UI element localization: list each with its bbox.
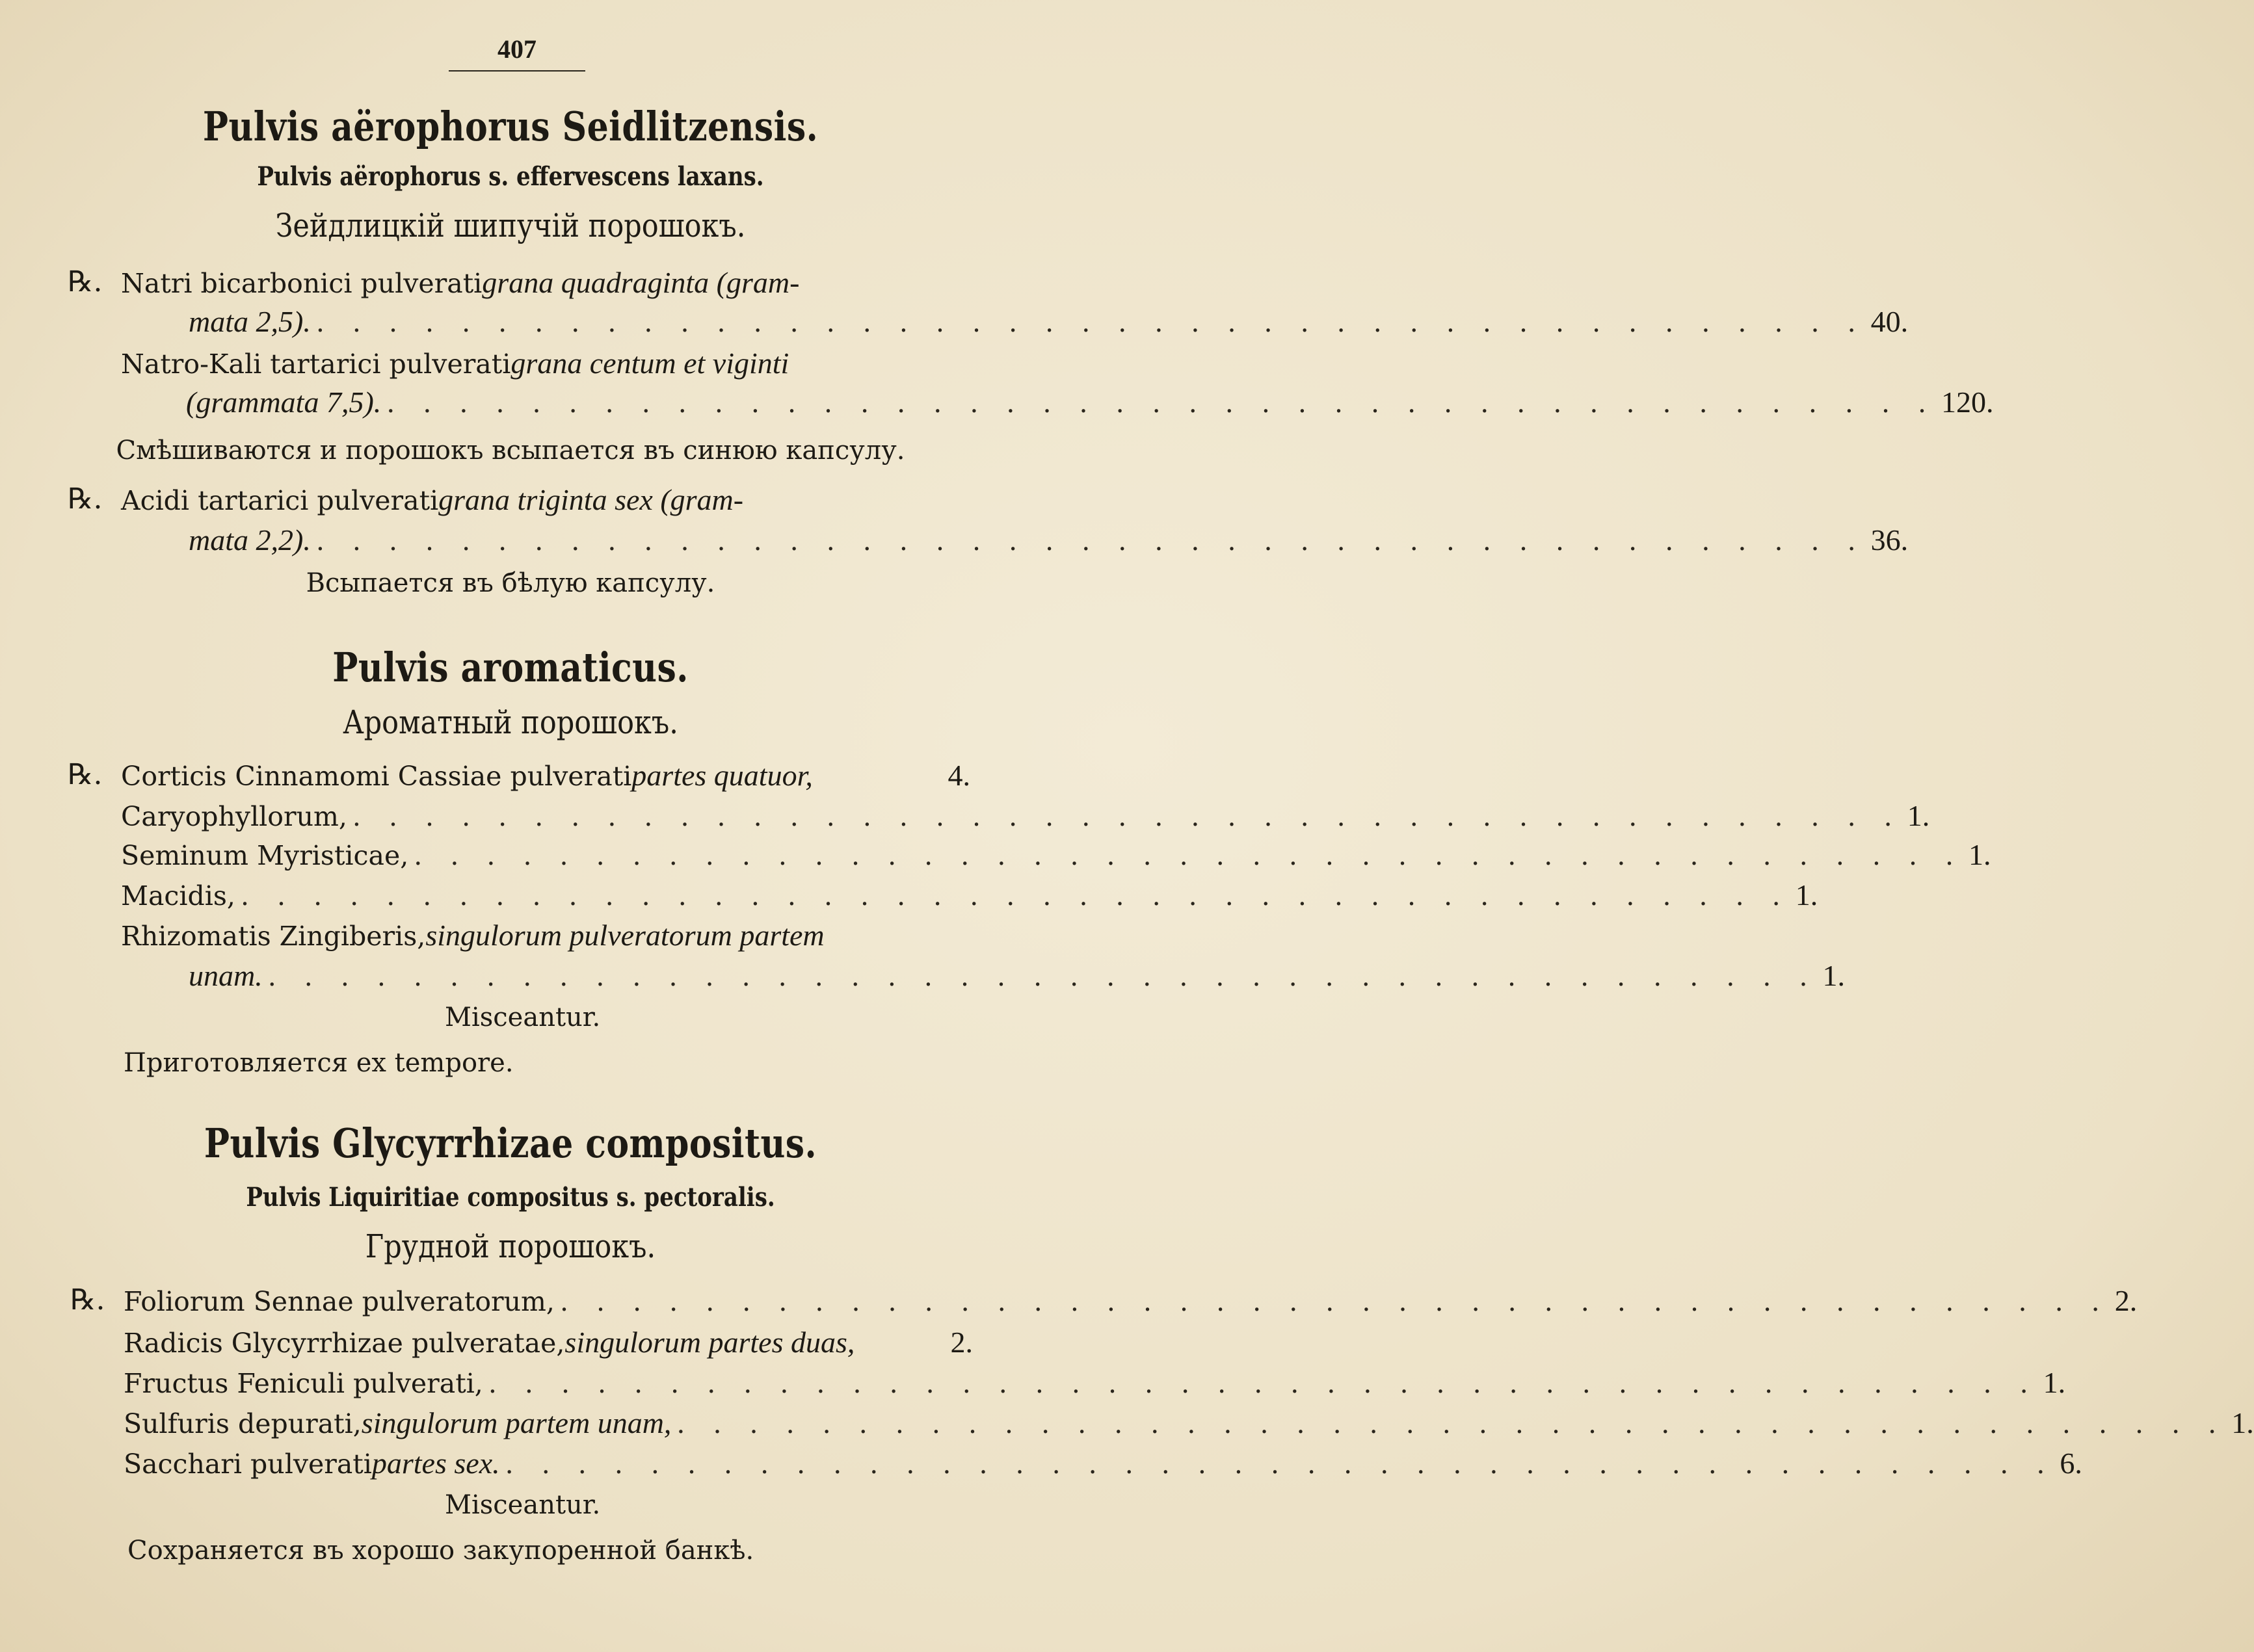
leader-dots: . . . . . . . . . . . . . . . . . . . . . . . . . . . . . . . . . . . . . . . . . . . [315,307,1866,338]
leader-dots: . . . . . . . . . . . . . . . . . . . . . . . . . . . . . . . . . . . . . . . . . . . [315,525,1866,557]
ingredient-line [189,523,1909,557]
ingredient-quantity: grana centum et viginti [510,347,789,380]
ingredient-line [189,304,1909,339]
ingredient-name: Sacchari pulverati [124,1449,372,1480]
recipe-symbol: ℞. [68,265,103,298]
ingredient-quantity: partes sex. [371,1447,500,1480]
instruction-note: Всыпается въ бѣлую капсулу. [306,568,715,598]
section-title-glycyrrhizae: Pulvis Glycyrrhizae compositus. [204,1120,817,1167]
ingredient-amount: 1. [1795,878,1818,911]
ingredient-name: Foliorum Sennae pulveratorum, [124,1286,555,1317]
ingredient-line [124,1283,2138,1318]
section-subtitle-seidlitz: Pulvis aërophorus s. effervescens laxans. [257,161,764,192]
instruction-note: Приготовляется ex tempore. [124,1048,514,1078]
ingredient-amount: 36. [1870,523,1909,557]
ingredient-line [121,798,1930,833]
ingredient-line [124,1325,973,1359]
instruction-note: Смѣшиваются и порошокъ всыпается въ синюю капсулу. [116,436,905,465]
ingredient-line [124,1365,2066,1400]
ingredient-amount: 1. [1907,799,1930,832]
ingredient-quantity: singulorum partem unam, [361,1406,672,1439]
ingredient-name: Radicis Glycyrrhizae pulveratae, [124,1328,565,1359]
ingredient-name: Natri bicarbonici pulverati [121,268,483,299]
ingredient-name: Caryophyllorum, [121,801,347,832]
ingredient-name: Seminum Myristicae, [121,840,409,871]
ingredient-name: Natro-Kali tartarici pulverati [121,348,511,380]
ingredient-quantity: grana triginta sex (gram- [438,483,744,516]
ingredient-quantity: mata 2,5). [189,305,311,338]
ingredient-line [124,1406,2254,1440]
ingredient-name: Acidi tartarici pulverati [121,485,439,516]
ingredient-amount: 40. [1870,305,1909,338]
recipe-symbol: ℞. [68,482,103,516]
misceantur-note: Misceantur. [445,1490,601,1520]
ingredient-amount: 120. [1941,386,1994,419]
ingredient-amount: 1. [2043,1366,2066,1399]
leader-dots: . . . . . . . . . . . . . . . . . . . . . . . . . . . . . . . . . . . . . . . . . . . [488,1368,2038,1399]
ingredient-name: Rhizomatis Zingiberis, [121,921,426,952]
ingredient-line [121,878,1818,912]
leader-dots: . . . . . . . . . . . . . . . . . . . . . . . . . . . . . . . . . . . . . . . . . . . [505,1449,2055,1480]
ingredient-amount: 2. [950,1326,973,1359]
page-number: 407 [497,34,537,64]
ingredient-quantity: singulorum partes duas, [564,1326,855,1359]
ingredient-name: Sulfuris depurati, [124,1408,362,1439]
ingredient-line [121,837,1991,872]
ingredient-amount: 2. [2114,1284,2138,1317]
ingredient-quantity: (grammata 7,5). [186,386,382,419]
leader-dots: . . . . . . . . . . . . . . . . . . . . . . . . . . . . . . . . . . . . . . . . . . . [414,840,1964,871]
ingredient-name: Corticis Cinnamomi Cassiae pulverati [121,761,632,792]
ingredient-name: Fructus Feniculi pulverati, [124,1368,483,1399]
leader-dots: . . . . . . . . . . . . . . . . . . . . . . . . . . . . . . . . . . . . . . . . . . . [676,1408,2227,1439]
ingredient-quantity: singulorum pulveratorum partem [425,919,825,952]
ingredient-line [121,758,970,793]
ingredient-amount: 1. [1969,838,1991,871]
instruction-note: Сохраняется въ хорошо закупоренной банкѣ. [127,1536,754,1566]
section-russian-aromaticus: Ароматный порошокъ. [343,703,678,741]
recipe-symbol: ℞. [70,1283,105,1317]
section-russian-glycyrrhizae: Грудной порошокъ. [365,1227,656,1265]
section-title-seidlitz: Pulvis aërophorus Seidlitzensis. [202,103,819,150]
ingredient-line [121,482,966,517]
ingredient-amount: 1. [2231,1406,2254,1439]
section-russian-seidlitz: Зейдлицкій шипучій порошокъ. [275,207,746,244]
ingredient-line [121,918,970,952]
leader-dots: . . . . . . . . . . . . . . . . . . . . . . . . . . . . . . . . . . . . . . . . . . . [352,801,1902,832]
leader-dots: . . . . . . . . . . . . . . . . . . . . . . . . . . . . . . . . . . . . . . . . . . . [240,880,1790,911]
ingredient-name: Macidis, [121,880,235,911]
section-title-aromaticus: Pulvis aromaticus. [332,644,689,691]
ingredient-amount: 1. [1822,959,1846,992]
page-number-rule [449,70,585,72]
ingredient-line [124,1446,2082,1480]
ingredient-line [121,346,966,380]
ingredient-quantity: mata 2,2). [189,523,311,557]
leader-dots: . . . . . . . . . . . . . . . . . . . . . . . . . . . . . . . . . . . . . . . . . . . [267,961,1818,992]
recipe-symbol: ℞. [68,758,103,791]
ingredient-amount: 4. [948,759,970,792]
ingredient-line [121,265,966,300]
ingredient-quantity: grana quadraginta (gram- [482,266,800,299]
ingredient-line [189,958,1846,993]
section-subtitle-glycyrrhizae: Pulvis Liquiritiae compositus s. pectoralis. [246,1182,775,1213]
leader-dots: . . . . . . . . . . . . . . . . . . . . . . . . . . . . . . . . . . . . . . . . . . . [559,1286,2110,1317]
ingredient-quantity: partes quatuor, [631,759,813,792]
ingredient-quantity: unam. [189,959,263,992]
misceantur-note: Misceantur. [445,1003,601,1032]
leader-dots: . . . . . . . . . . . . . . . . . . . . . . . . . . . . . . . . . . . . . . . . . . . [386,387,1937,419]
ingredient-amount: 6. [2060,1447,2082,1480]
ingredient-line [186,385,1994,419]
